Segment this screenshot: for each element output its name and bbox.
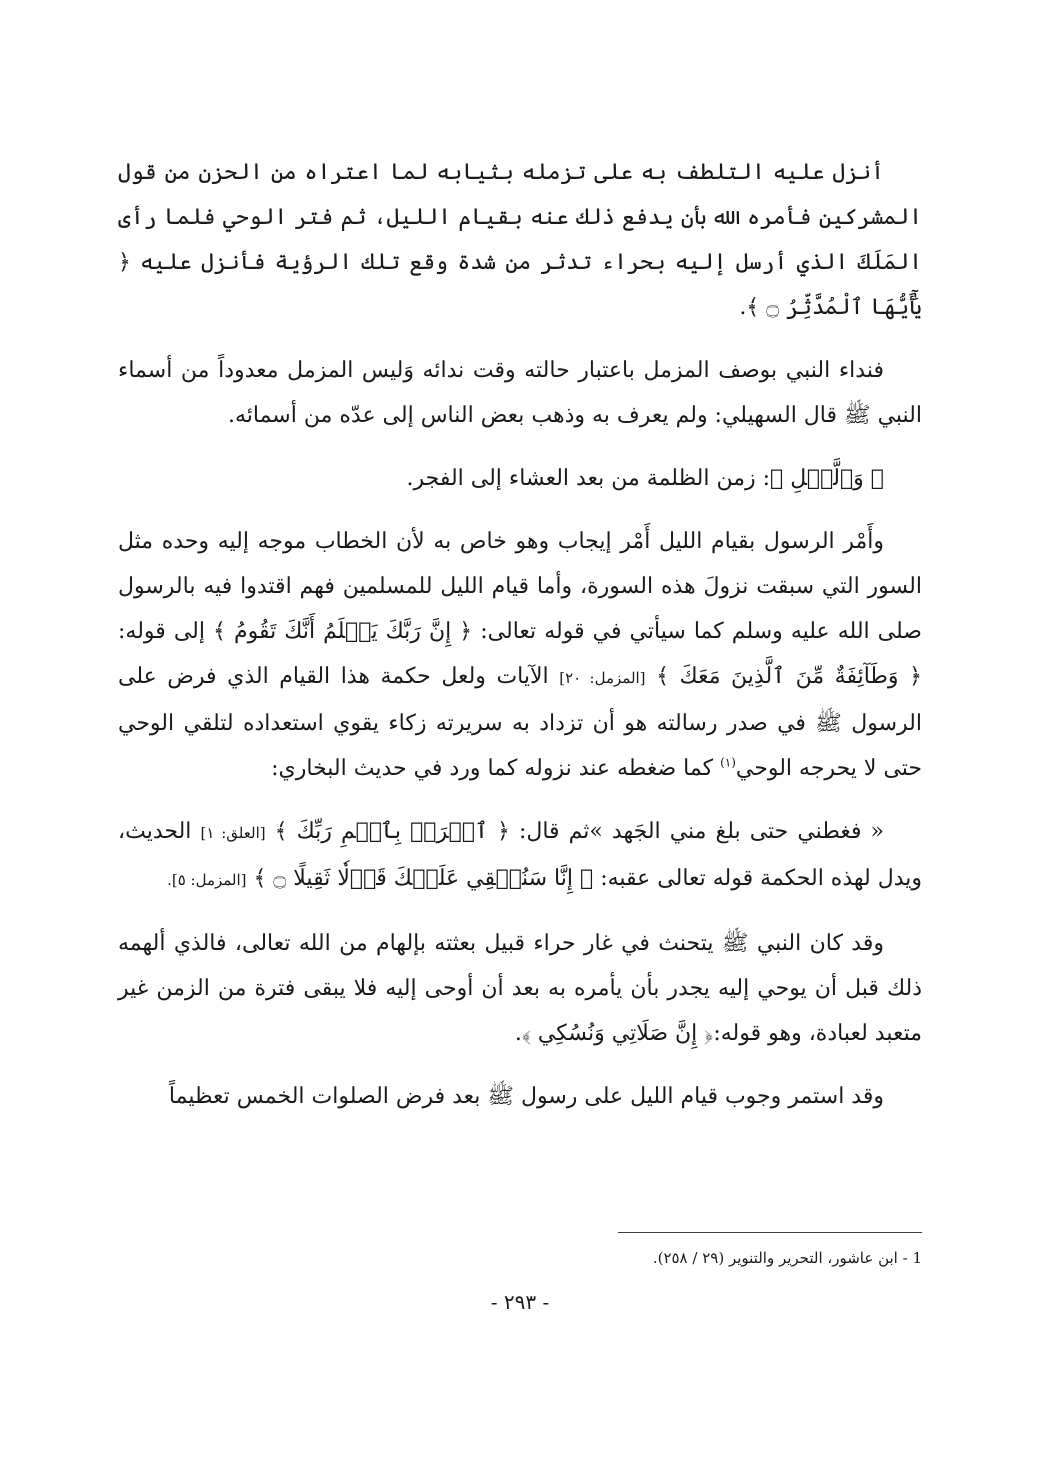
paragraph-4-main: وأَمْر الرسول بقيام الليل أَمْر إيجاب وهو خاص به لأن الخطاب موجه إليه وحده مثل السور التي سبقت نزولَ هذه السورة، وأما قيام الليل للمسلمين فهم اقتدوا فيه بالرسول صلى الله عليه وسلم كما سيأتي في قوله تعالى: ﴿ إِنَّ رَبَّكَ يَعۡلَمُ أَنَّكَ تَقُومُ ﴾ إلى قوله: ﴿ وَطَآئِفَةٌ مِّنَ ٱلَّذِينَ مَعَكَ ﴾ — [118, 529, 922, 689]
footnote: 1 - ابن عاشور، التحرير والتنوير (٢٩ / ٢٥٨). — [652, 1249, 922, 1267]
paragraph-5 — [118, 809, 922, 903]
page-number: - ٢٩٣ - — [490, 1290, 550, 1314]
paragraph-2 — [118, 348, 922, 438]
paragraph-4-continued: الآيات ولعل حكمة هذا القيام الذي فرض على الرسول ﷺ في صدر رسالته هو أن تزداد به سريرته زكاء يقوي استعداده لتلقي الوحي حتى لا يحرجه الوحي — [118, 664, 922, 781]
footnote-marker: (١) — [720, 755, 736, 770]
main-text — [118, 150, 922, 1137]
paragraph-1 — [118, 150, 922, 330]
footnote-divider — [618, 1232, 922, 1233]
paragraph-6 — [118, 921, 922, 1056]
surah-reference: [المزمل: ٥]. — [167, 871, 247, 889]
paragraph-6-text: وقد كان النبي ﷺ يتحنث في غار حراء قبيل بعثته بإلهام من الله تعالى، فالذي ألهمه ذلك قبل أن يوحي إليه يجدر بأن يأمره به بعد أن أوحى إليه فلا يبقى فترة من الزمن غير متعبد لعبادة، وهو قوله:﴿ إِنَّ صَلَاتِي وَنُسُكِي ﴾. — [118, 931, 922, 1046]
paragraph-3-text: ﴿ وَٱلَّيۡلِ ﴾: زمن الظلمة من بعد العشاء إلى الفجر. — [406, 466, 884, 491]
paragraph-4-end: كما ضغطه عند نزوله كما ورد في حديث البخاري: — [271, 756, 714, 781]
paragraph-7 — [118, 1074, 922, 1119]
surah-reference: [العلق: ١] — [200, 824, 266, 842]
paragraph-4 — [118, 519, 922, 791]
paragraph-7-text: وقد استمر وجوب قيام الليل على رسول ﷺ بعد فرض الصلوات الخمس تعظيماً — [168, 1084, 884, 1109]
paragraph-3 — [118, 456, 922, 501]
paragraph-1-text: أنزل عليه التلطف به على تزمله بثيابه لما اعتراه من الحزن من قول المشركين فأمره الله بأن يدفع ذلك عنه بقيام الليل، ثم فتر الوحي فلما رأى المَلَكَ الذي أرسل إليه بحراء تدثر من شدة وقع تلك الرؤية فأنزل عليه ﴿ يَٰٓأَيُّهَا ٱلْمُدَّثِّرُ ۝ ﴾. — [118, 160, 922, 320]
paragraph-5-middle: الحديث، ويدل لهذه الحكمة قوله تعالى عقبه: ﴿ إِنَّا سَنُلۡقِي عَلَيۡكَ قَوۡلٗا ثَقِيلًا ۝ ﴾ — [118, 819, 922, 891]
paragraph-5-start: « فغطني حتى بلغ مني الجَهد »ثم قال: ﴿ ٱقۡرَأۡ بِٱسۡمِ رَبِّكَ ﴾ — [274, 819, 885, 844]
surah-reference: [المزمل: ٢٠] — [559, 669, 646, 687]
paragraph-2-text: فنداء النبي بوصف المزمل باعتبار حالته وقت ندائه وَليس المزمل معدوداً من أسماء النبي ﷺ قال السهيلي: ولم يعرف به وذهب بعض الناس إلى عدّه من أسمائه. — [118, 358, 922, 428]
